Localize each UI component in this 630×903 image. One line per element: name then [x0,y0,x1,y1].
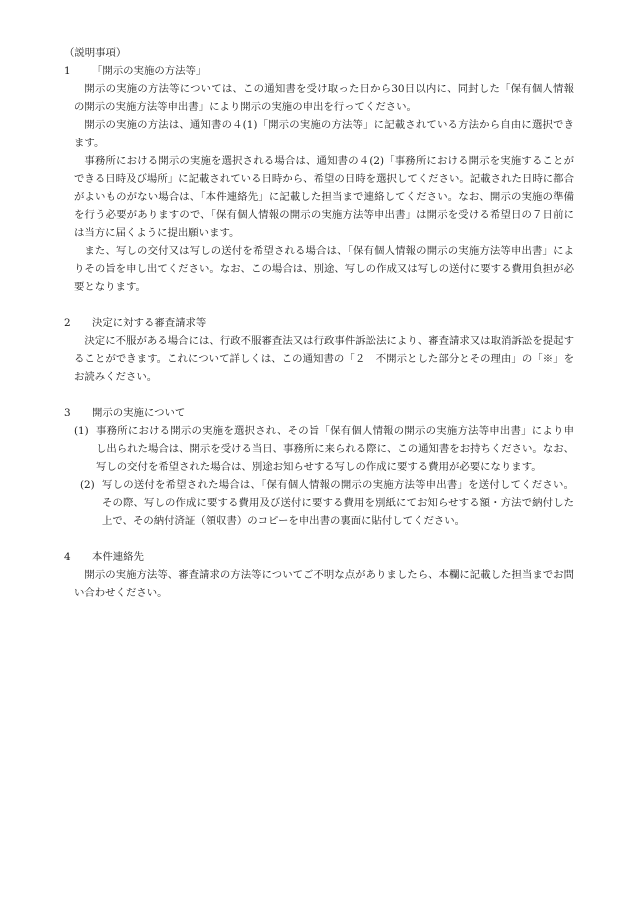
spacer [64,530,574,548]
section-paragraph: 決定に不服がある場合には、行政不服審査法又は行政事件訴訟法により、審査請求又は取消訴訟を提起することができます。これについて詳しくは、この通知書の「２ 不開示とした部分とその理由」の「※」をお読みください。 [74,335,574,383]
section-number: 2 [64,317,71,329]
section-4 [64,548,574,602]
section-paragraph: 事務所における開示の実施を選択される場合は、通知書の４(2)「事務所における開示を実施することができる日時及び場所」に記載されている日時から、希望の日時を選択してください。記載された日時に都合がよいものがない場合は、「本件連絡先」に記載した担当まで連絡してください。なお、開示の実施の準備を行う必要がありますので、「保有個人情報の開示の実施方法等申出書」は開示を受ける希望日の７日前には当方に届くように提出願います。 [74,155,574,239]
spacer [64,386,574,404]
section-paragraph: 開示の実施方法等、審査請求の方法等についてご不明な点がありましたら、本欄に記載した担当までお問い合わせください。 [74,569,574,599]
item-marker: (1) [74,425,89,437]
item-text: 写しの送付を希望された場合は、「保有個人情報の開示の実施方法等申出書」を送付してください。その際、写しの作成に要する費用及び送付に要する費用を別紙にてお知らせする額・方法で納付した上で、その納付済証（領収書）のコピーを申出書の裏面に貼付してください。 [102,479,574,527]
section-paragraph: 開示の実施の方法は、通知書の４(1)「開示の実施の方法等」に記載されている方法から自由に選択できます。 [74,119,574,149]
section-title: 決定に対する審査請求等 [92,317,207,329]
section-heading [64,404,574,422]
section-paragraph: 開示の実施の方法等については、この通知書を受け取った日から30日以内に、同封した「保有個人情報の開示の実施方法等申出書」により開示の実施の申出を行ってください。 [74,83,574,113]
section-title: 開示の実施について [92,407,186,419]
notes-title: （説明事項） [64,47,127,59]
section-title: 「開示の実施の方法等」 [92,65,207,77]
list-item [64,422,574,476]
section-number: 3 [64,407,71,419]
section-number: 1 [64,65,71,77]
section-heading [64,314,574,332]
section-number: 4 [64,551,71,563]
item-text: 事務所における開示の実施を選択され、その旨「保有個人情報の開示の実施方法等申出書」により申し出られた場合は、開示を受ける当日、事務所に来られる際に、この通知書をお持ちください。なお、写しの交付を希望された場合は、別途お知らせする写しの作成に要する費用が必要になります。 [96,425,574,473]
section-3 [64,404,574,530]
section-title: 本件連絡先 [92,551,144,563]
section-1 [64,62,574,296]
section-2 [64,314,574,386]
explanatory-notes [64,44,574,602]
section-heading [64,62,574,80]
spacer [64,296,574,314]
item-marker: (2) [80,479,95,491]
section-paragraph: また、写しの交付又は写しの送付を希望される場合は、「保有個人情報の開示の実施方法等申出書」によりその旨を申し出てください。なお、この場合は、別途、写しの作成又は写しの送付に要する費用負担が必要となります。 [74,245,574,293]
list-item [64,476,574,530]
section-heading [64,548,574,566]
